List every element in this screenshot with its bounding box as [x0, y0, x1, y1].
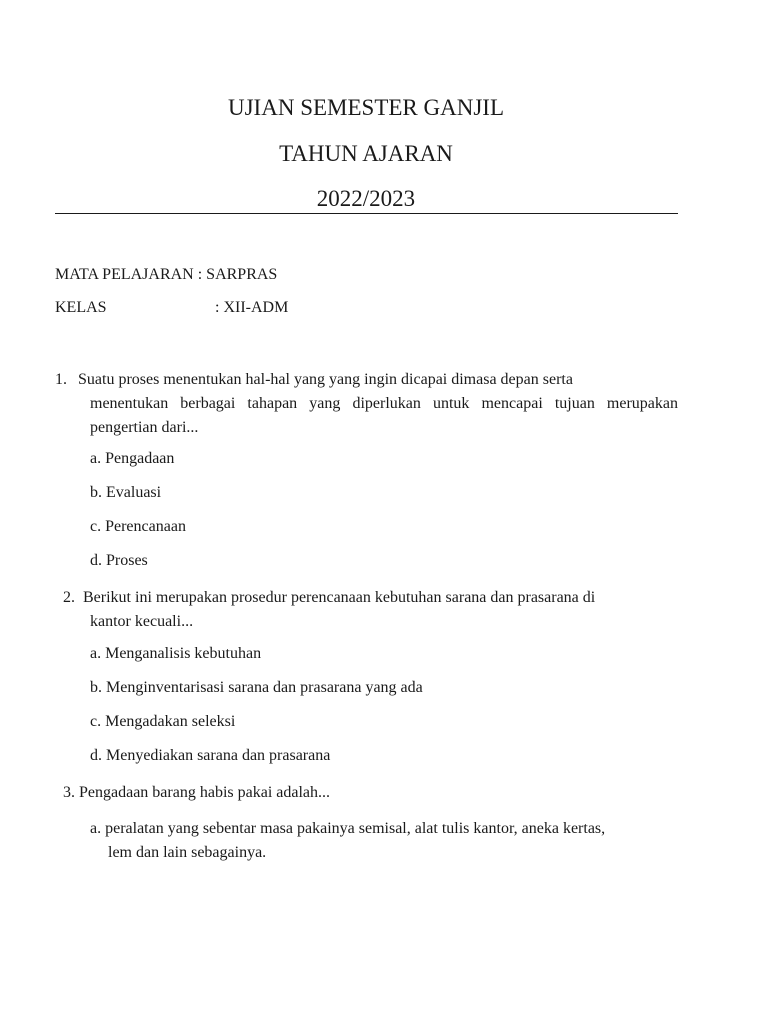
class-value: : XII-ADM	[215, 299, 289, 316]
academic-year: 2022/2023	[316, 186, 416, 211]
question-2-option-d: d. Menyediakan sarana dan prasarana	[90, 747, 331, 764]
question-1-option-a: a. Pengadaan	[90, 450, 175, 467]
question-3-option-a: a. peralatan yang sebentar masa pakainya semisal, alat tulis kantor, aneka kertas,	[90, 820, 606, 837]
question-number: 2.	[63, 589, 75, 606]
question-2	[63, 586, 678, 610]
question-1-continuation: menentukan berbagai tahapan yang diperlukan untuk mencapai tujuan merupakan pengertian dari...	[90, 395, 678, 436]
question-2-option-a: a. Menganalisis kebutuhan	[90, 645, 262, 662]
academic-year-label: TAHUN AJARAN	[279, 141, 453, 166]
question-1	[55, 368, 678, 392]
subject-value: : SARPRAS	[197, 266, 278, 283]
question-2-continuation: kantor kecuali...	[90, 613, 194, 630]
question-1-option-c: c. Perencanaan	[90, 518, 186, 535]
question-1-option-d: d. Proses	[90, 552, 148, 569]
question-text: Pengadaan barang habis pakai adalah...	[79, 784, 331, 801]
question-number: 1.	[55, 371, 67, 388]
question-2-option-b: b. Menginventarisasi sarana dan prasarana yang ada	[90, 679, 423, 696]
question-text: Suatu proses menentukan hal-hal yang yang ingin dicapai dimasa depan serta	[78, 371, 573, 388]
question-text: Berikut ini merupakan prosedur perencanaan kebutuhan sarana dan prasarana di	[83, 589, 596, 606]
class-row	[55, 299, 288, 317]
question-number: 3.	[63, 784, 75, 801]
subject-label: MATA PELAJARAN	[55, 266, 194, 283]
question-1-option-b: b. Evaluasi	[90, 484, 162, 501]
question-3-option-a-continuation: lem dan lain sebagainya.	[108, 844, 267, 861]
question-2-option-c: c. Mengadakan seleksi	[90, 713, 236, 730]
question-3	[63, 781, 678, 805]
class-label: KELAS	[55, 299, 107, 316]
subject-row	[55, 266, 277, 284]
header-divider	[55, 213, 678, 214]
exam-title: UJIAN SEMESTER GANJIL	[228, 95, 504, 120]
